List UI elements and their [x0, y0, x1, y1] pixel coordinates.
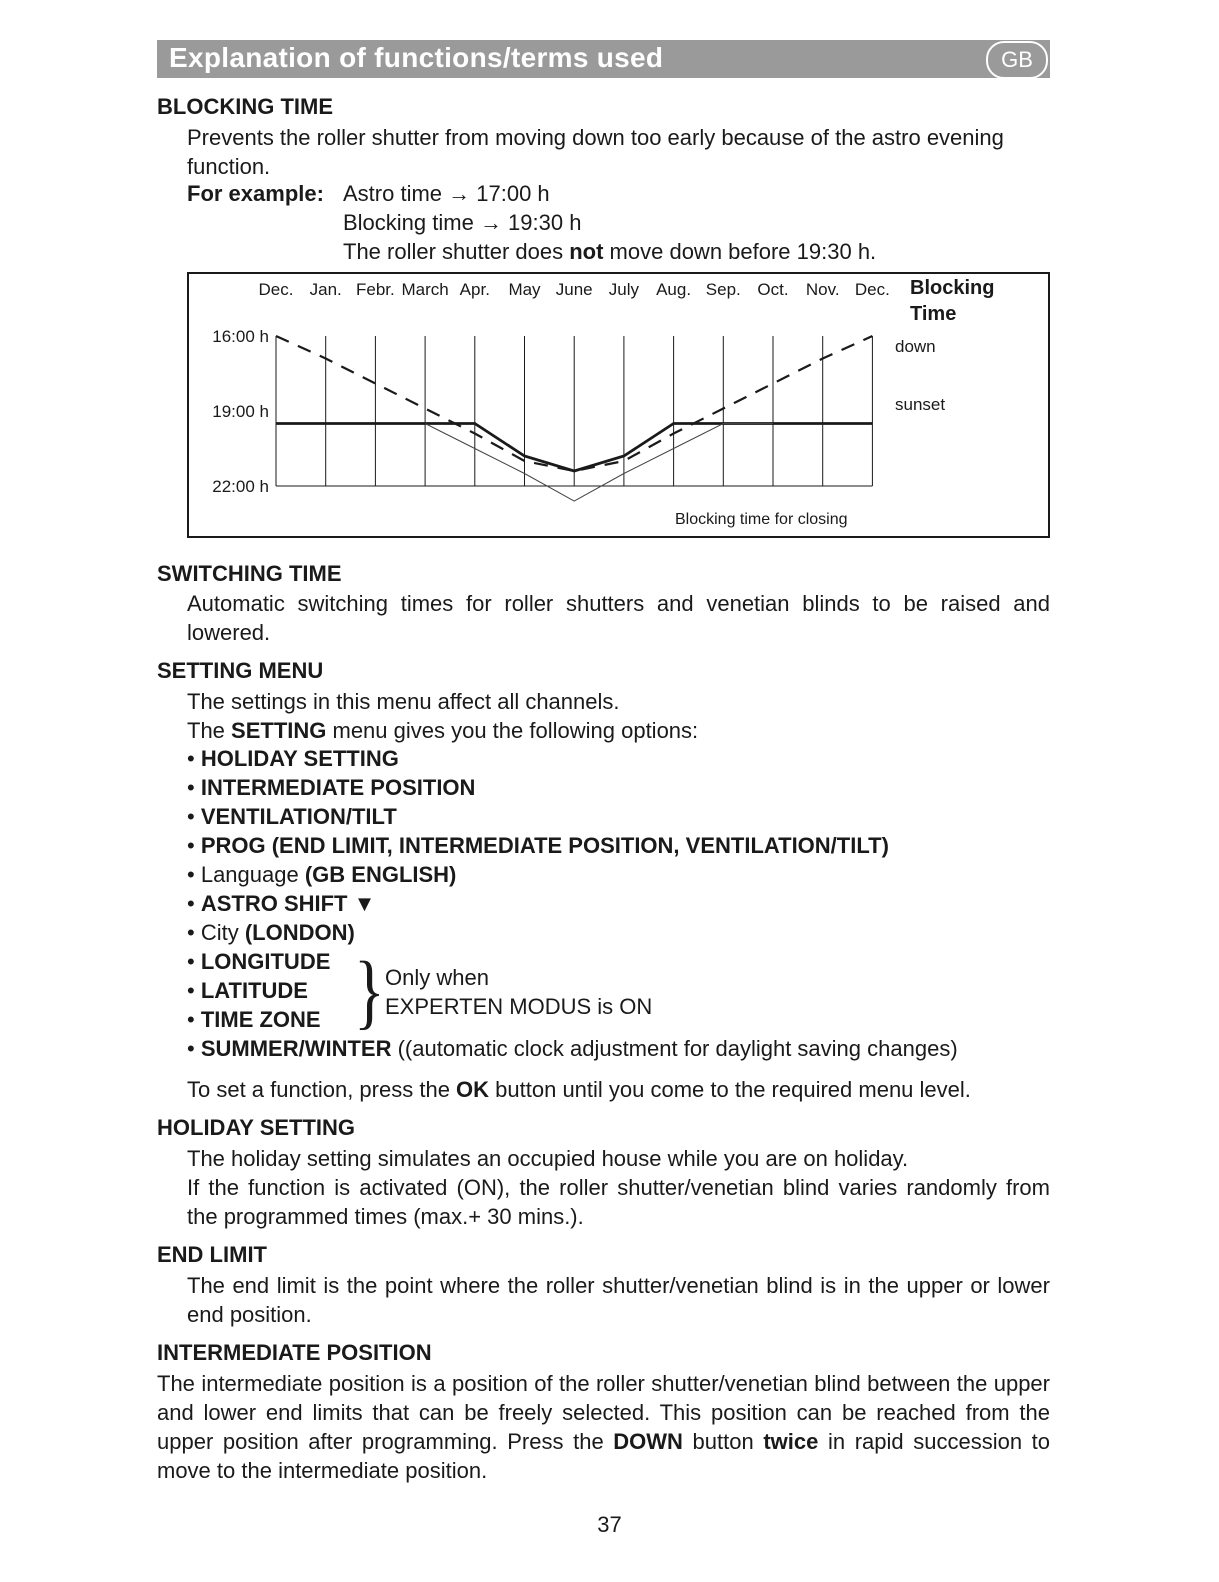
setting-menu-heading: SETTING MENU: [157, 658, 324, 683]
end-limit-heading: END LIMIT: [157, 1242, 267, 1267]
list-item: • SUMMER/WINTER ((automatic clock adjustment for daylight saving changes): [187, 1036, 958, 1061]
holiday-setting-line1: The holiday setting simulates an occupied house while you are on holiday.: [187, 1146, 909, 1171]
list-item: • HOLIDAY SETTING: [187, 746, 399, 771]
y-tick-label: 22:00 h: [212, 477, 269, 496]
legend-sunset: sunset: [895, 395, 946, 414]
example-label: For example:: [187, 181, 324, 206]
blocking-time-text: Prevents the roller shutter from moving down too early because of the astro evening function.: [187, 125, 1004, 179]
month-tick-label: Sep.: [705, 280, 741, 299]
month-tick-label: May: [508, 280, 541, 299]
month-tick-label: Apr.: [459, 280, 490, 299]
switching-time-heading: SWITCHING TIME: [157, 561, 342, 586]
list-item: • LONGITUDE: [187, 949, 331, 974]
legend-title-line1: Blocking: [910, 277, 995, 299]
ok-button-instruction: To set a function, press the OK button until you come to the required menu level.: [187, 1077, 971, 1102]
intermediate-position-heading: INTERMEDIATE POSITION: [157, 1340, 432, 1365]
switching-time-text: Automatic switching times for roller shutters and venetian blinds to be raised and lowered.: [187, 591, 1050, 645]
example-astro-time: Astro time → 17:00 h: [343, 181, 550, 206]
example-blocking-time: Blocking time → 19:30 h: [343, 210, 582, 235]
list-item: • TIME ZONE: [187, 1007, 321, 1032]
blocking-time-heading: BLOCKING TIME: [157, 94, 333, 119]
legend-title-line2: Time: [910, 303, 957, 325]
month-tick-label: Dec.: [854, 280, 890, 299]
y-tick-label: 16:00 h: [212, 327, 269, 346]
legend-down: down: [895, 337, 936, 356]
month-tick-label: Nov.: [805, 280, 840, 299]
intermediate-position-text: The intermediate position is a position of the roller shutter/venetian blind between the upper and lower end limits that can be freely selected. This position can be reached from the upper position after programming. Press the DOWN button twice in rapid succession to move to the intermediate position.: [157, 1371, 1051, 1483]
list-item: • INTERMEDIATE POSITION: [187, 775, 476, 800]
holiday-setting-line2: If the function is activated (ON), the roller shutter/venetian blind varies randomly from the programmed times (max.+ 30 mins.).: [187, 1175, 1050, 1229]
month-tick-label: July: [608, 280, 640, 299]
language-badge: GB: [986, 41, 1048, 79]
list-item: • PROG (END LIMIT, INTERMEDIATE POSITION, VENTILATION/TILT): [187, 833, 889, 858]
month-tick-label: June: [555, 280, 593, 299]
expert-mode-note: Only when EXPERTEN MODUS is ON: [385, 965, 653, 1019]
section-header-bar: [157, 40, 1050, 78]
month-tick-label: Jan.: [309, 280, 342, 299]
holiday-setting-heading: HOLIDAY SETTING: [157, 1115, 356, 1140]
month-tick-label: March: [401, 280, 449, 299]
y-tick-label: 19:00 h: [212, 402, 269, 421]
month-tick-label: Oct.: [757, 280, 789, 299]
page-number: 37: [597, 1512, 622, 1537]
list-item: • Language (GB ENGLISH): [187, 862, 457, 887]
setting-menu-line2: The SETTING menu gives you the following options:: [187, 718, 699, 743]
month-tick-label: Aug.: [656, 280, 692, 299]
setting-menu-line1: The settings in this menu affect all channels.: [187, 689, 620, 714]
example-result: The roller shutter does not move down before 19:30 h.: [343, 239, 877, 264]
month-tick-label: Febr.: [356, 280, 395, 299]
list-item: • City (LONDON): [187, 920, 355, 945]
end-limit-text: The end limit is the point where the roller shutter/venetian blind is in the upper or lower end position.: [187, 1273, 1050, 1327]
curly-brace-icon: }: [354, 944, 385, 1038]
list-item: • VENTILATION/TILT: [187, 804, 397, 829]
blocking-time-chart: [187, 272, 1050, 538]
list-item: • LATITUDE: [187, 978, 308, 1003]
chart-annotation: Blocking time for closing: [675, 511, 848, 528]
list-item: • ASTRO SHIFT ▼: [187, 891, 376, 916]
month-tick-label: Dec.: [258, 280, 294, 299]
page-title: Explanation of functions/terms used: [169, 42, 664, 73]
